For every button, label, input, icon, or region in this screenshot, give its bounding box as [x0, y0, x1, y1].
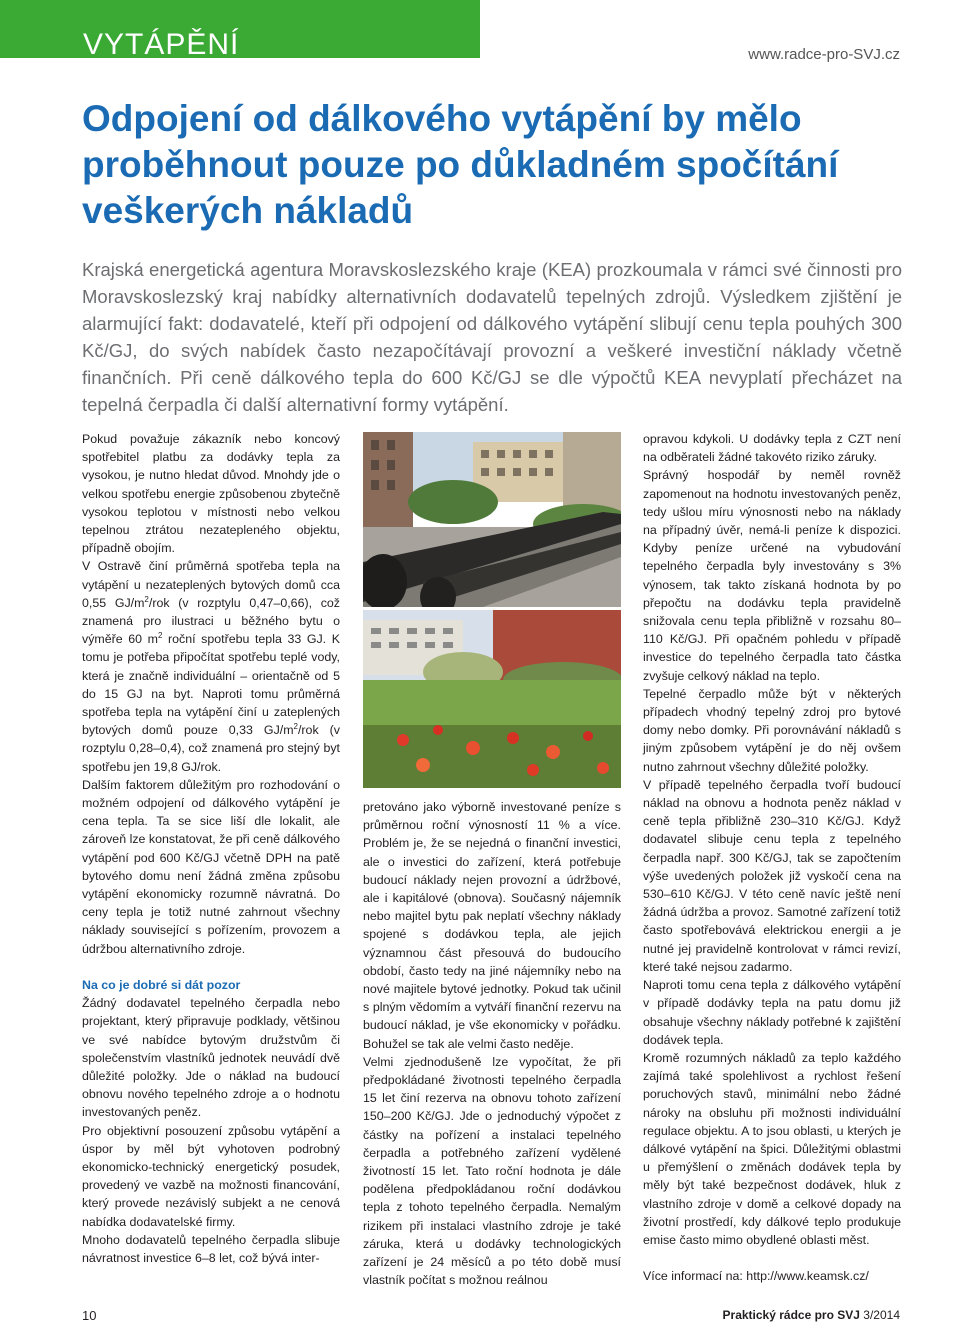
page-number: 10 [82, 1308, 97, 1323]
paragraph: Mnoho dodavatelů tepelného čerpadla slibuje návratnost investice 6–8 let, což bývá inter- [82, 1232, 340, 1265]
site-url[interactable]: www.radce-pro-SVJ.cz [748, 46, 900, 63]
article-lead: Krajská energetická agentura Moravskoslezského kraje (KEA) prozkoumala v rámci své činnosti pro Moravskoslezský kraj nabídky alternativních dodavatelů tepelných zdrojů. Výsledkem zjištění je alarmující fakt: dodavatelé, kteří při odpojení od dálkového vytápění slibují cenu tepla pouhých 300 Kč/GJ, do svých nabídek často nezapočítávají provozní a veškeré investiční náklady včetně finančních. Při ceně dálkového tepla do 600 Kč/GJ se dle výpočtů KEA nevyplatí přecházet na tepelná čerpadla či další alternativní formy vytápění. [82, 259, 902, 415]
paragraph: Kromě rozumných nákladů za teplo každého zajímá také spolehlivost a rychlost řešení poruchových stavů, minimální nebo žádné nároky na obsluhu při možnosti individuální regulace objektu. A to jsou oblasti, u kterých je dálkové vytápění na špici. Důležitými oblastmi u přemýšlení o změnách dodávek tepla by měly být také bezpečnost dodávek, hluk z vlastního zdroje v domě a celkové dopady na životní prostředí, kdy dálkové teplo produkuje emise často mimo obydlené oblasti měst. [643, 1050, 901, 1247]
paragraph: Správný hospodář by neměl rovněž zapomenout na hodnotu investovaných peněz, tedy ušlou míru výnosnosti nebo na náklady na případný úvěr, nemá-li peníze k dispozici. Kdyby peníze určené na vybudování tepelného čerpadla byly investovány s 3% výnosem, tak takto získaná hodnota by po přepočtu na dodávku tepla pravidelně snižovala cenu tepla přibližně v rozsahu 80–110 Kč/GJ. Při opačném pohledu v případě investice do tepelného čerpadla tato částka zvyšuje celkový náklad na teplo. [643, 468, 901, 683]
issue-number: 3/2014 [863, 1308, 900, 1322]
section-title: VYTÁPĚNÍ [83, 28, 240, 61]
paragraph: Pro objektivní posouzení způsobu vytápění a úspor by měl být vyhotoven podrobný ekonomicko-technický energetický posudek, provedený ve vazbě na možnosti financování, který provede nezávislý subjekt a ne cenová nabídka dodavatelské firmy. [82, 1123, 340, 1229]
paragraph: Žádný dodavatel tepelného čerpadla nebo projektant, který připravuje podklady, většinou ve své nabídce bytovým družstvům či společenstvím vlastníků jednotek neuvádí dvě důležité položky. Jde o náklad na budoucí obnovu nového tepelného zdroje a o hodnotu investovaných peněz. [82, 996, 340, 1120]
middle-column [363, 798, 621, 1289]
photo-heating-pipes-image [363, 432, 621, 607]
photo-tulips-housing [363, 610, 621, 788]
paragraph: Naproti tomu cena tepla z dálkového vytápění v případě dodávky tepla na patu domu již obsahuje všechny náklady potřebné k zajištění dodávek tepla. [643, 978, 901, 1047]
paragraph: V případě tepelného čerpadla tvoří budoucí náklad na obnovu a hodnota peněz náklad v ceně tepla přibližně 230–310 Kč/GJ. Když dodavatel slibuje cenu tepla z tepelného čerpadla např. 300 Kč/GJ, tak se započtením výše uvedených položek již vyskočí cena na 530–610 Kč/GJ. V této ceně navíc ještě není žádná údržba a provoz. Samotné zařízení totiž často spotřebovává elektrickou energii a je nutné jej pravidelně kontrolovat v rámci revizí, které také nejsou zadarmo. [643, 777, 901, 974]
left-column [82, 430, 340, 1267]
paragraph: Pokud považuje zákazník nebo koncový spotřebitel platbu za dodávky tepla za vysokou, je nutno hledat důvod. Mnohdy jde o velkou spotřebu energie způsobenou zbytečně vysokou teplotou v místnosti nebo velkou tepelnou ztrátou nezatepleného objektu, případně obojím. [82, 432, 340, 556]
right-column [643, 430, 901, 1285]
paragraph: Dalším faktorem důležitým pro rozhodování o možném odpojení od dálkového vytápění je cena tepla. Ta se sice liší dle lokalit, ale zároveň lze konstatovat, že při ceně dálkového vytápění pod 600 Kč/GJ včetně DPH na patě bytového domu není žádná změna způsobu vytápění ekonomicky rozumně návratná. Do ceny tepla je totiž nutné zahrnout všechny náklady související s pořízením, provozem a údržbou alternativního zdroje. [82, 777, 340, 956]
subheading: Na co je dobré si dát pozor [82, 977, 241, 992]
article-title: Odpojení od dálkového vytápění by mělo proběhnout pouze po důkladném spočítání veškerých nákladů [82, 98, 839, 231]
paragraph: Velmi zjednodušeně lze vypočítat, že při předpokládané životnosti tepelného čerpadla 15 let činí rezerva na obnovu tohoto zařízení 150–200 Kč/GJ. Jde o jednoduchý výpočet z částky na pořízení a instalaci tepelného čerpadla a potřebného zařízení vydělené životností 15 let. Tato roční hodnota je dále podělena předpokládanou roční dodávkou tepla z tohoto tepelného čerpadla. Nemalým rizikem při instalaci vlastního zdroje je také záruka, která u dodávky technologických zařízení je 24 měsíců a po této době musí vlastník počítat s možnou reálnou [363, 1054, 621, 1288]
paragraph: Tepelné čerpadlo může být v některých případech vhodný tepelný zdroj pro bytové domy nebo domky. Při porovnávání nákladů s jiným způsobem vytápění je do něj ovšem nutno zahrnout všechny důležité položky. [643, 686, 901, 774]
footer-magazine [723, 1308, 900, 1322]
more-info-link[interactable]: Více informací na: http://www.keamsk.cz/ [643, 1269, 869, 1284]
photo-tulips-housing-image [363, 610, 621, 788]
magazine-name: Praktický rádce pro SVJ [722, 1308, 860, 1322]
paragraph: V Ostravě činí průměrná spotřeba tepla na vytápění u nezateplených bytových domů cca 0,55 $GJ/m^2$/rok (v rozptylu 0,47–0,66), což znamená pro ilustraci u běžného bytu o výměře 60 $m^2$ roční spotřebu tepla 33 GJ. K tomu je potřeba připočítat spotřebu teplé vody, která je značně individuální – orientačně od 5 do 15 GJ na byt. Naproti tomu průměrná spotřeba tepla na vytápění činí u zateplených bytových domů pouze 0,33 $GJ/m^2$/rok (v rozptylu 0,28–0,4), což znamená pro stejný byt spotřebu jen 19,8 GJ/rok. [82, 559, 341, 774]
paragraph: pretováno jako výborně investované peníze s průměrnou roční výnosností 11 % a více. Problém je, že se nejedná o finanční investici, ale o investici do zařízení, která potřebuje budoucí náklady nejen provozní a údržbové, ale i kapitálové (obnova). Současný nájemník nebo majitel bytu pak neplatí všechny náklady spojené s dodávkou tepla, ale jejich významnou část přesouvá do budoucího období, často tedy na jiné nájemníky nebo na nové majitele bytové jednotky. Pokud tak učinil s plným vědomím a vytváří finanční rezervu na budoucí náklad, je vše ekonomicky v pořádku. Bohužel se tak ale velmi často neděje. [363, 800, 621, 1051]
header-bar [0, 0, 480, 58]
photo-heating-pipes [363, 432, 621, 607]
paragraph: opravou kdykoli. U dodávky tepla z CZT není na odběrateli žádné takovéto riziko záruky. [643, 432, 901, 465]
